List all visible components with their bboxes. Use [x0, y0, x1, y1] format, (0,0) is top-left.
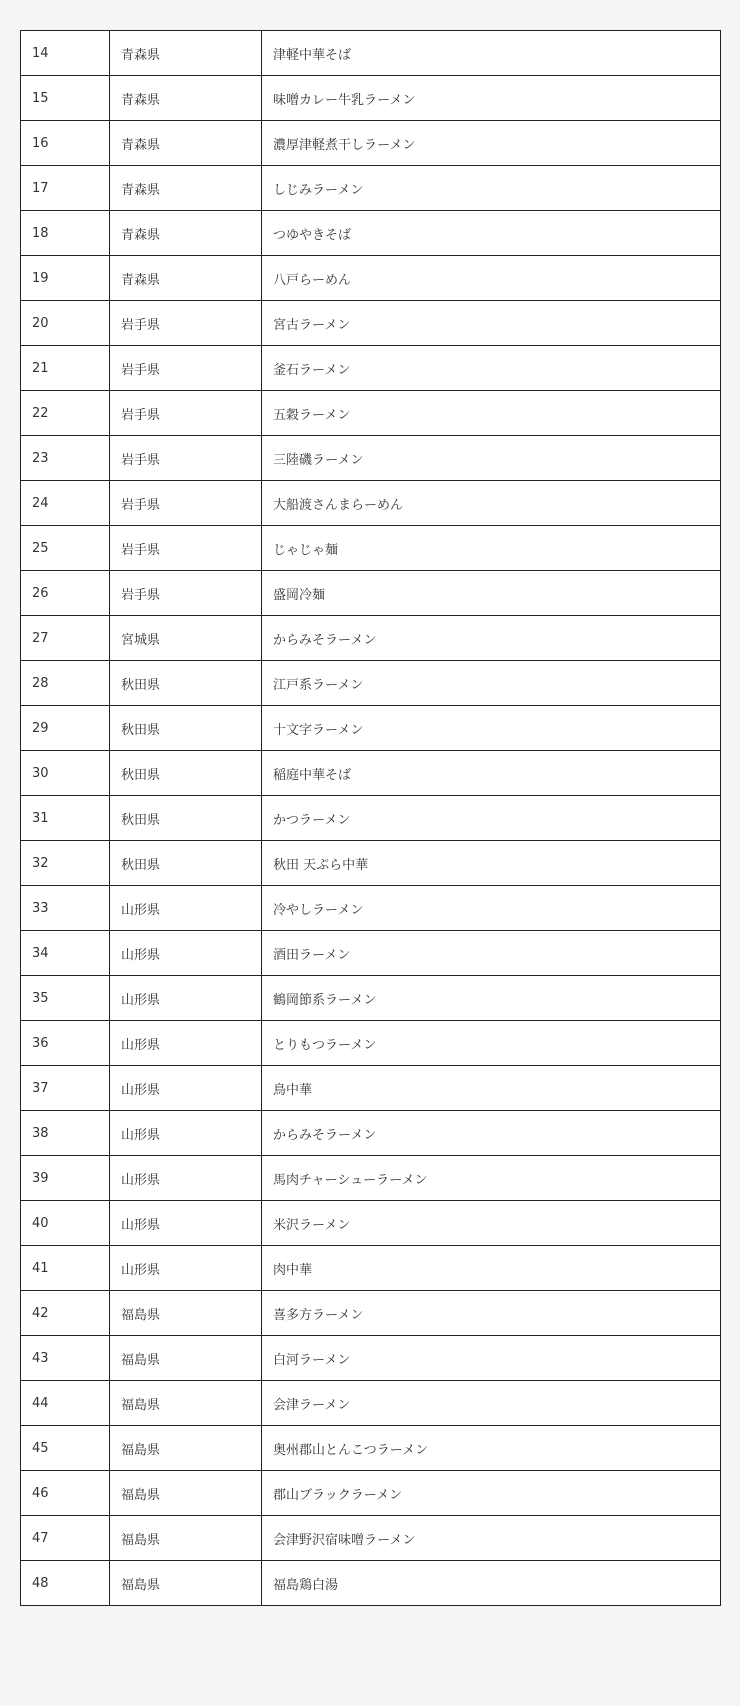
prefecture-cell: 山形県	[110, 1156, 262, 1201]
ramen-name-cell: 味噌カレー牛乳ラーメン	[262, 76, 721, 121]
row-number-cell: 35	[21, 976, 110, 1021]
ramen-name-cell: 盛岡冷麺	[262, 571, 721, 616]
row-number-cell: 22	[21, 391, 110, 436]
prefecture-cell: 岩手県	[110, 346, 262, 391]
table-row	[21, 1561, 721, 1606]
prefecture-cell: 秋田県	[110, 661, 262, 706]
ramen-name-cell: 秋田 天ぷら中華	[262, 841, 721, 886]
ramen-name-cell: 会津野沢宿味噌ラーメン	[262, 1516, 721, 1561]
table-row	[21, 1201, 721, 1246]
row-number-cell: 39	[21, 1156, 110, 1201]
ramen-name-cell: しじみラーメン	[262, 166, 721, 211]
prefecture-cell: 青森県	[110, 121, 262, 166]
ramen-name-cell: 冷やしラーメン	[262, 886, 721, 931]
prefecture-cell: 山形県	[110, 1246, 262, 1291]
ramen-name-cell: 鶴岡節系ラーメン	[262, 976, 721, 1021]
prefecture-cell: 青森県	[110, 211, 262, 256]
table-row	[21, 436, 721, 481]
ramen-table	[20, 30, 721, 1606]
row-number-cell: 14	[21, 31, 110, 76]
row-number-cell: 27	[21, 616, 110, 661]
table-row	[21, 1291, 721, 1336]
prefecture-cell: 福島県	[110, 1516, 262, 1561]
row-number-cell: 19	[21, 256, 110, 301]
ramen-name-cell: つゆやきそば	[262, 211, 721, 256]
table-row	[21, 931, 721, 976]
prefecture-cell: 青森県	[110, 166, 262, 211]
prefecture-cell: 秋田県	[110, 796, 262, 841]
table-row	[21, 1156, 721, 1201]
prefecture-cell: 岩手県	[110, 526, 262, 571]
ramen-name-cell: 馬肉チャーシューラーメン	[262, 1156, 721, 1201]
prefecture-cell: 岩手県	[110, 571, 262, 616]
prefecture-cell: 山形県	[110, 1201, 262, 1246]
ramen-name-cell: 濃厚津軽煮干しラーメン	[262, 121, 721, 166]
prefecture-cell: 山形県	[110, 1066, 262, 1111]
table-row	[21, 751, 721, 796]
table-row	[21, 301, 721, 346]
prefecture-cell: 福島県	[110, 1291, 262, 1336]
prefecture-cell: 山形県	[110, 1111, 262, 1156]
table-row	[21, 1021, 721, 1066]
table-row	[21, 1381, 721, 1426]
row-number-cell: 42	[21, 1291, 110, 1336]
row-number-cell: 26	[21, 571, 110, 616]
ramen-name-cell: 会津ラーメン	[262, 1381, 721, 1426]
table-row	[21, 346, 721, 391]
ramen-name-cell: 郡山ブラックラーメン	[262, 1471, 721, 1516]
row-number-cell: 16	[21, 121, 110, 166]
table-row	[21, 526, 721, 571]
row-number-cell: 47	[21, 1516, 110, 1561]
prefecture-cell: 山形県	[110, 931, 262, 976]
ramen-name-cell: 五穀ラーメン	[262, 391, 721, 436]
row-number-cell: 15	[21, 76, 110, 121]
table-row	[21, 796, 721, 841]
row-number-cell: 43	[21, 1336, 110, 1381]
prefecture-cell: 秋田県	[110, 841, 262, 886]
prefecture-cell: 青森県	[110, 31, 262, 76]
row-number-cell: 32	[21, 841, 110, 886]
prefecture-cell: 宮城県	[110, 616, 262, 661]
prefecture-cell: 岩手県	[110, 301, 262, 346]
row-number-cell: 17	[21, 166, 110, 211]
ramen-name-cell: 白河ラーメン	[262, 1336, 721, 1381]
ramen-name-cell: かつラーメン	[262, 796, 721, 841]
table-row	[21, 1471, 721, 1516]
prefecture-cell: 岩手県	[110, 481, 262, 526]
ramen-name-cell: 大船渡さんまらーめん	[262, 481, 721, 526]
prefecture-cell: 福島県	[110, 1381, 262, 1426]
ramen-table-container	[20, 30, 720, 1606]
row-number-cell: 21	[21, 346, 110, 391]
row-number-cell: 31	[21, 796, 110, 841]
ramen-name-cell: 福島鶏白湯	[262, 1561, 721, 1606]
row-number-cell: 37	[21, 1066, 110, 1111]
row-number-cell: 45	[21, 1426, 110, 1471]
table-row	[21, 661, 721, 706]
table-row	[21, 1246, 721, 1291]
table-row	[21, 31, 721, 76]
table-row	[21, 256, 721, 301]
table-row	[21, 1111, 721, 1156]
table-row	[21, 481, 721, 526]
row-number-cell: 44	[21, 1381, 110, 1426]
ramen-name-cell: 肉中華	[262, 1246, 721, 1291]
row-number-cell: 28	[21, 661, 110, 706]
prefecture-cell: 山形県	[110, 976, 262, 1021]
table-row	[21, 1066, 721, 1111]
row-number-cell: 25	[21, 526, 110, 571]
row-number-cell: 46	[21, 1471, 110, 1516]
row-number-cell: 36	[21, 1021, 110, 1066]
ramen-table-body	[21, 31, 721, 1606]
ramen-name-cell: 奥州郡山とんこつラーメン	[262, 1426, 721, 1471]
table-row	[21, 616, 721, 661]
table-row	[21, 706, 721, 751]
prefecture-cell: 福島県	[110, 1561, 262, 1606]
table-row	[21, 1516, 721, 1561]
table-row	[21, 166, 721, 211]
ramen-name-cell: 十文字ラーメン	[262, 706, 721, 751]
row-number-cell: 34	[21, 931, 110, 976]
ramen-name-cell: 宮古ラーメン	[262, 301, 721, 346]
table-row	[21, 1426, 721, 1471]
table-row	[21, 886, 721, 931]
ramen-name-cell: 津軽中華そば	[262, 31, 721, 76]
prefecture-cell: 秋田県	[110, 706, 262, 751]
ramen-name-cell: 江戸系ラーメン	[262, 661, 721, 706]
prefecture-cell: 山形県	[110, 886, 262, 931]
ramen-name-cell: 米沢ラーメン	[262, 1201, 721, 1246]
ramen-name-cell: 喜多方ラーメン	[262, 1291, 721, 1336]
row-number-cell: 18	[21, 211, 110, 256]
prefecture-cell: 福島県	[110, 1426, 262, 1471]
row-number-cell: 29	[21, 706, 110, 751]
prefecture-cell: 福島県	[110, 1471, 262, 1516]
ramen-name-cell: とりもつラーメン	[262, 1021, 721, 1066]
ramen-name-cell: 釜石ラーメン	[262, 346, 721, 391]
ramen-name-cell: 鳥中華	[262, 1066, 721, 1111]
ramen-name-cell: からみそラーメン	[262, 616, 721, 661]
row-number-cell: 23	[21, 436, 110, 481]
prefecture-cell: 秋田県	[110, 751, 262, 796]
table-row	[21, 121, 721, 166]
row-number-cell: 33	[21, 886, 110, 931]
row-number-cell: 20	[21, 301, 110, 346]
row-number-cell: 40	[21, 1201, 110, 1246]
table-row	[21, 1336, 721, 1381]
ramen-name-cell: 酒田ラーメン	[262, 931, 721, 976]
table-row	[21, 841, 721, 886]
table-row	[21, 211, 721, 256]
prefecture-cell: 岩手県	[110, 391, 262, 436]
ramen-name-cell: からみそラーメン	[262, 1111, 721, 1156]
prefecture-cell: 山形県	[110, 1021, 262, 1066]
prefecture-cell: 岩手県	[110, 436, 262, 481]
prefecture-cell: 青森県	[110, 256, 262, 301]
row-number-cell: 38	[21, 1111, 110, 1156]
ramen-name-cell: 稲庭中華そば	[262, 751, 721, 796]
table-row	[21, 571, 721, 616]
table-row	[21, 391, 721, 436]
prefecture-cell: 福島県	[110, 1336, 262, 1381]
row-number-cell: 30	[21, 751, 110, 796]
row-number-cell: 24	[21, 481, 110, 526]
ramen-name-cell: 八戸らーめん	[262, 256, 721, 301]
table-row	[21, 76, 721, 121]
ramen-name-cell: じゃじゃ麺	[262, 526, 721, 571]
row-number-cell: 48	[21, 1561, 110, 1606]
prefecture-cell: 青森県	[110, 76, 262, 121]
row-number-cell: 41	[21, 1246, 110, 1291]
table-row	[21, 976, 721, 1021]
ramen-name-cell: 三陸磯ラーメン	[262, 436, 721, 481]
